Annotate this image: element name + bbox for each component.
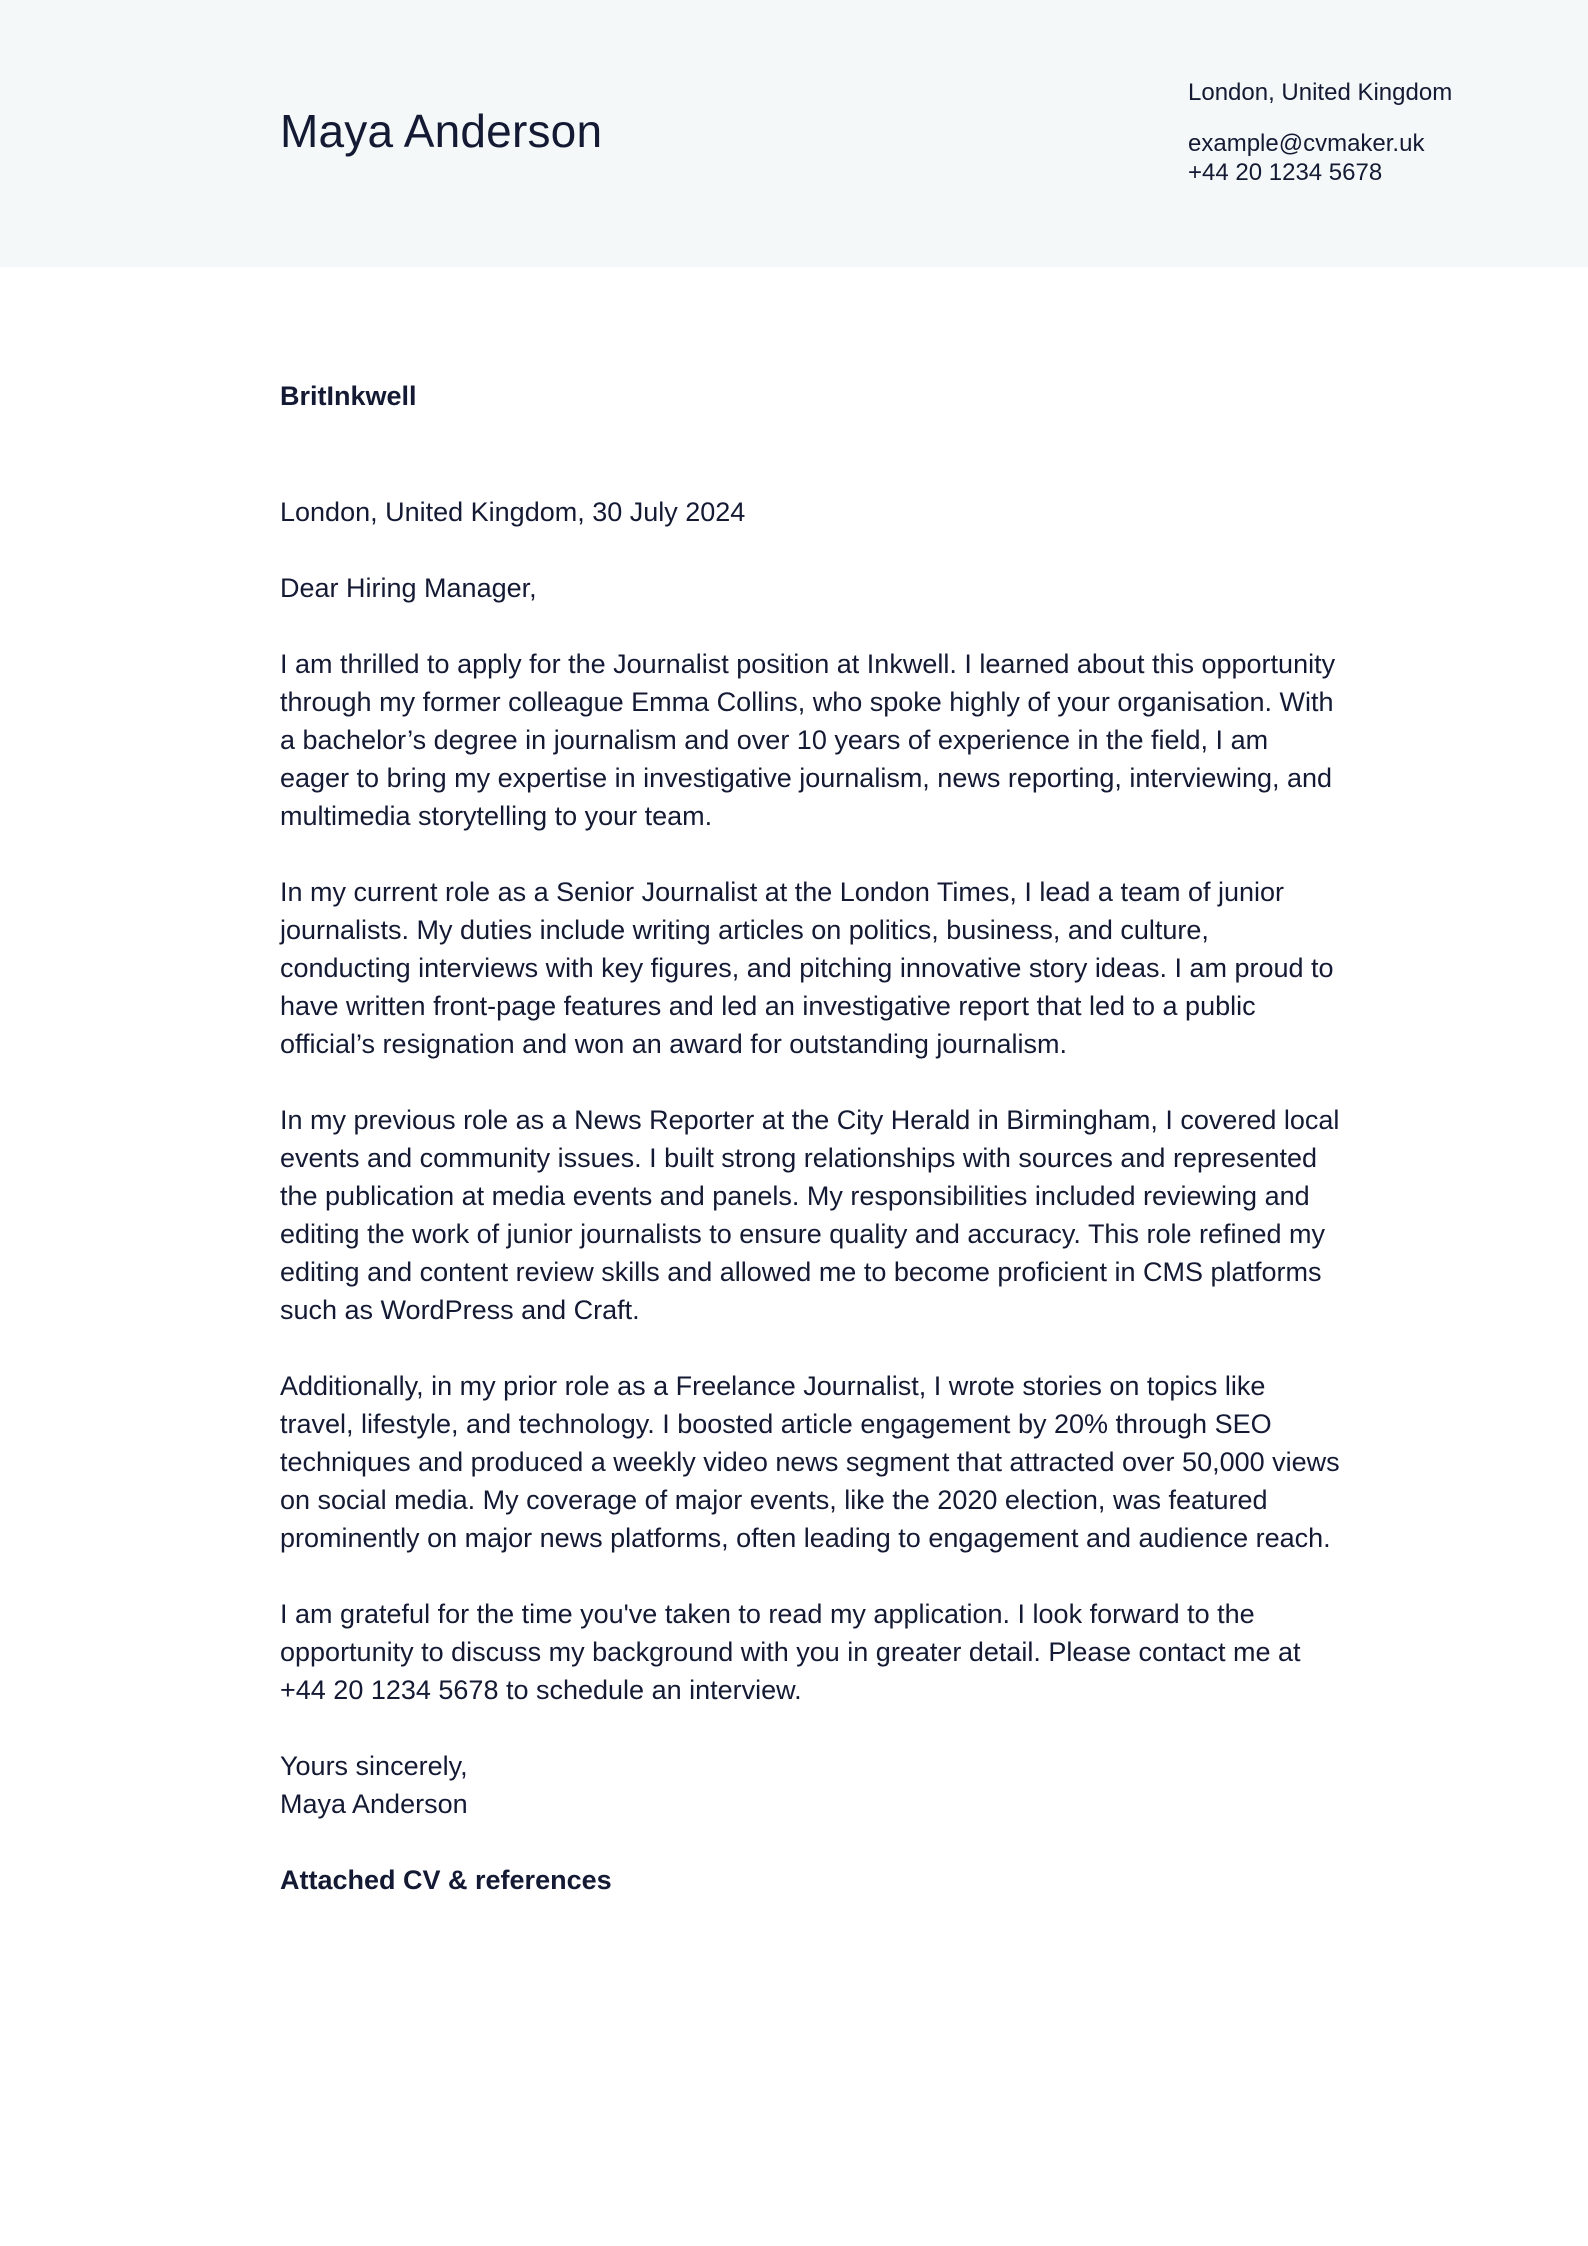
paragraph-closing: I am grateful for the time you've taken to read my application. I look forward to the opportunity to discuss my background with you in greater detail. Please contact me at +44 20 1234 5678 to schedule an interview. <box>280 1599 1301 1705</box>
recipient-company: BritInkwell <box>280 381 417 411</box>
contact-block <box>1188 78 1452 187</box>
contact-email: example@cvmaker.uk <box>1188 130 1425 157</box>
letter-body <box>280 377 1340 1899</box>
paragraph-freelance-role: Additionally, in my prior role as a Freelance Journalist, I wrote stories on topics like travel, lifestyle, and technology. I boosted article engagement by 20% through SEO techniques and produced a weekly video news segment that attracted over 50,000 views on social media. My coverage of major events, like the 2020 election, was featured prominently on major news platforms, often leading to engagement and audience reach. <box>280 1371 1340 1553</box>
closing-phrase: Yours sincerely, <box>280 1751 468 1781</box>
letter-header <box>0 0 1588 267</box>
attachment-note: Attached CV & references <box>280 1865 612 1895</box>
sign-off <box>280 1747 1340 1823</box>
applicant-name: Maya Anderson <box>280 105 603 157</box>
salutation: Dear Hiring Manager, <box>280 573 537 603</box>
contact-location: London, United Kingdom <box>1188 79 1453 106</box>
date-line: London, United Kingdom, 30 July 2024 <box>280 497 746 527</box>
paragraph-current-role: In my current role as a Senior Journalist at the London Times, I lead a team of junior journalists. My duties include writing articles on politics, business, and culture, conducting interviews with key figures, and pitching innovative story ideas. I am proud to have written front-page features and led an investigative report that led to a public official’s resignation and won an award for outstanding journalism. <box>280 877 1334 1059</box>
signature-name: Maya Anderson <box>280 1789 468 1819</box>
contact-phone: +44 20 1234 5678 <box>1188 159 1383 186</box>
paragraph-intro: I am thrilled to apply for the Journalist position at Inkwell. I learned about this opportunity through my former colleague Emma Collins, who spoke highly of your organisation. With a bachelor’s degree in journalism and over 10 years of experience in the field, I am eager to bring my expertise in investigative journalism, news reporting, interviewing, and multimedia storytelling to your team. <box>280 649 1336 831</box>
paragraph-previous-role: In my previous role as a News Reporter at the City Herald in Birmingham, I covered local events and community issues. I built strong relationships with sources and represented the publication at media events and panels. My responsibilities included reviewing and editing the work of junior journalists to ensure quality and accuracy. This role refined my editing and content review skills and allowed me to become proficient in CMS platforms such as WordPress and Craft. <box>280 1105 1340 1325</box>
